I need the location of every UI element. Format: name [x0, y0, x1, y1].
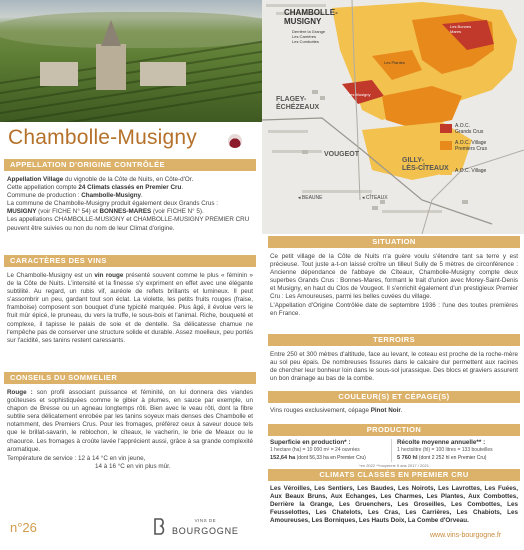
section-header: CARACTÈRES DES VINS — [4, 255, 256, 267]
section-header: TERROIRS — [268, 334, 520, 346]
terroirs-text: Entre 250 et 300 mètres d'altitude, face au levant, le coteau est proche de la roche-mère au sol peu épais. De nombreuses fissures dans le calcaire dur permettent aux racines de chercher leur bonheur loin dans le sous-sol jurassique. Des blocs et graviers assurent un bon drainage au bas de la combe. — [270, 351, 518, 383]
section-header: SITUATION — [268, 236, 520, 248]
section-header: CONSEILS DU SOMMELIER — [4, 372, 256, 384]
situation-section — [268, 236, 520, 318]
legend-grands-crus: A.O.C. Grands Crus — [455, 123, 484, 135]
production-harvest: Récolte moyenne annuelle** : 1 hectolitre (hl) = 100 litres = 133 bouteilles 5 760 hl (dont 2 252 hl en Premier Cru) — [397, 439, 493, 462]
map-label-musigny: Les Musigny — [348, 92, 371, 97]
section-header: PRODUCTION — [268, 424, 520, 436]
legend-premiers-crus: A.O.C. Village Premiers Crus — [455, 140, 487, 152]
service-temperature: Température de service : 12 à 14 °C en vin jeune, 14 à 16 °C en vin plus mûr. — [7, 454, 171, 470]
map-title: CHAMBOLLE- MUSIGNY — [284, 8, 338, 26]
terroirs-section — [268, 334, 520, 383]
sommelier-text: Rouge : son profil associant puissance et féminité, on lui donnera des viandes goûteuses et sophistiquées comme le gibier à plumes, en sauce par exemple, un chapon de Bresse ou un agneau longtemps rôti. Bien avec le veau rôti, dont la fibre subtile sera délicatement enrobée par les tanins soyeux mais denses des Chambolle et notamment, des Premiers Crus. Pour les fromages, préférez ceux à saveur douce tels que le brillat-savarin, le reblochon, le cîteaux, le vacherin, le brie de Meaux ou le chaource. Les fromages à croûte lavée l'apprécient aussi, grâce à sa grande complexité aromatique. — [7, 389, 254, 453]
section-header: COULEUR(S) ET CÉPAGE(S) — [268, 391, 520, 403]
wine-text: Le Chambolle-Musigny est un vin rouge présenté souvent comme le plus « féminin » de la Côte de Nuits. L'intensité et la finesse s'y expriment en effet avec une élégante subtilité. Au regard, un rubis vif, auréole de reflets brillants et lumineux. Il peut s'assombrir un peu, gardant tout son éclat. La violette, les petits fruits rouges (fraise, framboise) composent son bouquet d'une typicité marquée. Plus âgé, il évolue vers le fruit mûr épicé, le pruneau, du vers la truffe, le sous-bois et l'animal. Riche, bouqueté et complexe, il tapisse le palais de soie et de dentelle. Sa délicatesse chamue ne l'empêche pas de conserver une structure solide et durable. Assez moelleux, peu portés sur l'acidité, ses tanins restent caressants. — [7, 272, 253, 344]
map-label-plantes: Les Plantes — [384, 60, 405, 65]
map-town-gilly: GILLY- LÈS-CÎTEAUX — [402, 157, 449, 172]
bourgogne-logo: VINS DE BOURGOGNE — [152, 516, 239, 536]
map-direction-citeaux: ◂ CÎTEAUX — [362, 195, 388, 201]
production-section — [268, 424, 520, 468]
map-town-flagey: FLAGEY- ÉCHÉZEAUX — [276, 96, 320, 111]
climats-list: Les Véroilles, Les Sentiers, Les Baudes, Les Noirots, Les Lavrottes, Les Fuées, Aux Beaux Bruns, Aux Echanges, Les Charmes, Les Plantes, Aux Combottes, Derrière la Grange, Les Gruenchers, Les Groseilles, Les Combottes, Les Feusselottes, Les Chatelots, Les Cras, Les Carrières, Les Chabiots, Les Amoureuses, Les Borniques, Les Hauts Doix, La Combe d'Orveau. — [270, 485, 518, 525]
map-town-vougeot: VOUGEOT — [324, 151, 360, 158]
production-note: *en 2022 **moyenne 5 ans 2017 / 2021 — [359, 463, 429, 469]
map-labels: Derrière la Grange Les Carrières Les Combottes — [292, 29, 326, 44]
website-link[interactable]: www.vins-bourgogne.fr — [430, 532, 502, 539]
red-wine-glass-icon — [228, 134, 242, 148]
cepage-text: Vins rouges exclusivement, cépage Pinot Noir. — [270, 407, 403, 414]
section-header: APPELLATION D'ORIGINE CONTRÔLÉE — [4, 159, 256, 171]
vineyard-photo — [0, 0, 262, 122]
vineyard-map — [262, 0, 524, 234]
section-header: CLIMATS CLASSÉS EN PREMIER CRU — [268, 469, 520, 481]
situation-text: Ce petit village de la Côte de Nuits n'a guère voulu s'étendre tant sa terre y est précieuse. Tout juste a-t-on laissé croître un tilleul Sully de 5 mètres de circonférence : Ancienne dépendance de l'abbaye de Cîteaux, Chambolle-Musigny compte deux superbes Grands Crus : Bonnes-Mares, formant le trait d'union avec Morey-Saint-Denis et Musigny, en haut du Clos de Vougeot. Il s'enrichit également d'un prestigieux Premier Cru : Les Amoureuses, parmi les belles cuvées du village. — [270, 253, 518, 301]
sommelier-section — [4, 372, 256, 471]
production-area: Superficie en production* : 1 hectare (ha) = 10 000 m² = 24 ouvrées 152,64 ha (dont 56,33 ha en Premier Cru) — [270, 439, 392, 462]
cepage-section — [268, 391, 520, 415]
aoc-section — [4, 159, 256, 233]
legend-village: A.O.C. Village — [455, 168, 487, 174]
page-title: Chambolle-Musigny — [8, 126, 197, 149]
page-number: n°26 — [10, 520, 37, 535]
map-label-bonnes-mares: Les Bonnes Mares — [450, 24, 472, 34]
bourgogne-b-icon — [152, 517, 168, 535]
climats-section — [268, 469, 520, 525]
map-direction-beaune: ◂ BEAUNE — [298, 195, 323, 201]
situation-text-aoc: L'Appellation d'Origine Contrôlée date de septembre 1936 : l'une des toutes premières en France. — [270, 301, 518, 317]
wine-section — [4, 255, 256, 345]
aoc-text: Appellation Village du vignoble de la Côte de Nuits, en Côte-d'Or. Cette appellation compte 24 Climats classés en Premier Cru. Commune de production : Chambolle-Musigny. La commune de Chambolle-Musigny produit également deux Grands Crus : MUSIGNY (voir FICHE N° 54) et BONNES-MARES (voir FICHE N° 5). Les appellations CHAMBOLLE-MUSIGNY et CHAMBOLLE-MUSIGNY PREMIER CRU peuvent être suivies ou non du nom de leur Climat d'origine. — [7, 176, 250, 232]
